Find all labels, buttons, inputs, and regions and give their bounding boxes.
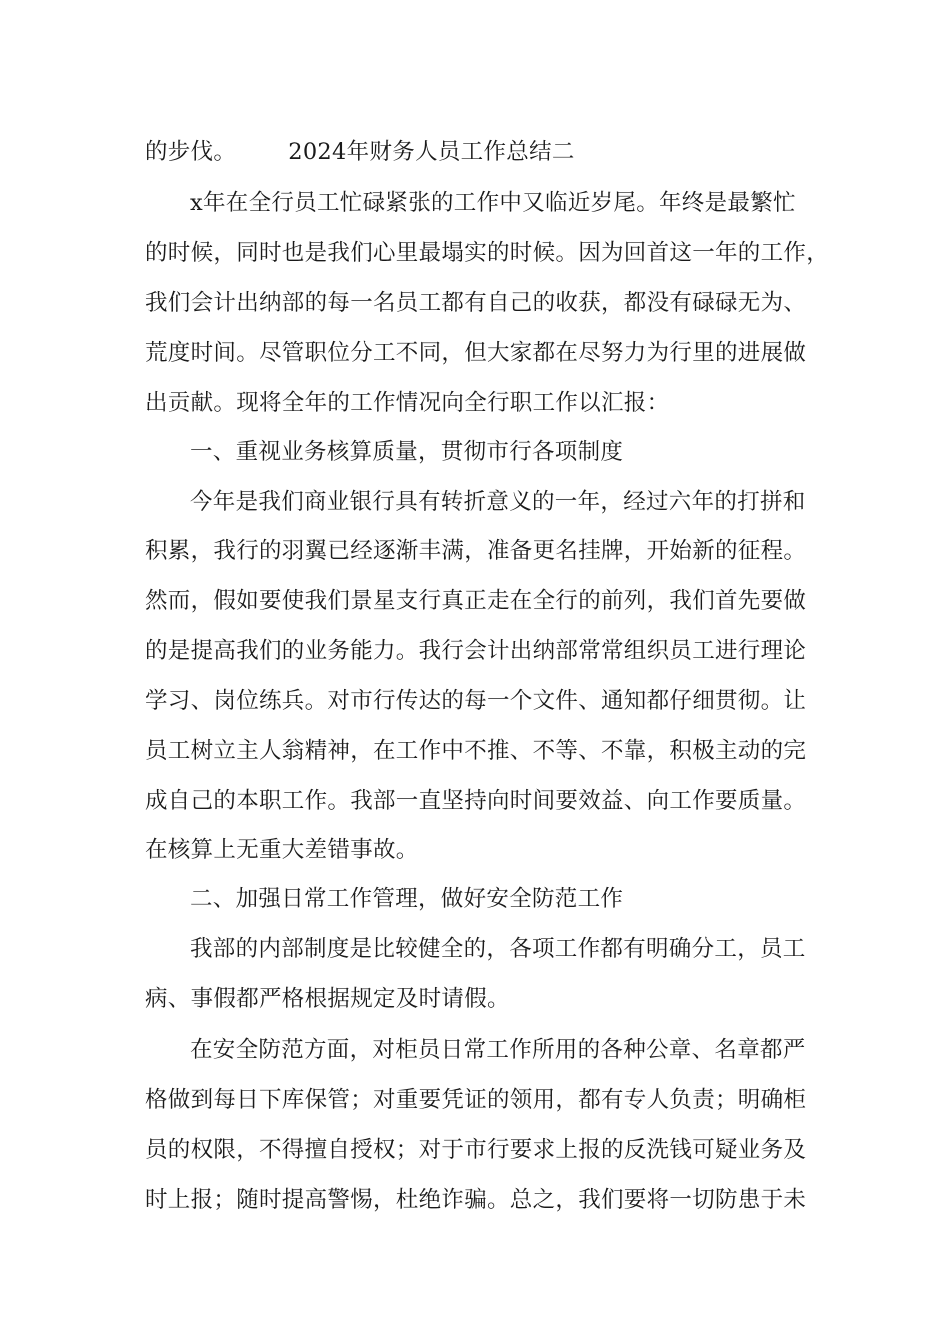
paragraph-line: x年在全行员工忙碌紧张的工作中又临近岁尾。年终是最繁忙 (190, 190, 796, 216)
paragraph-line: 我们会计出纳部的每一名员工都有自己的收获，都没有碌碌无为、 (145, 290, 807, 316)
paragraph-line: 荒度时间。尽管职位分工不同，但大家都在尽努力为行里的进展做 (145, 340, 807, 366)
paragraph-line: 病、事假都严格根据规定及时请假。 (145, 986, 510, 1012)
section-title: 2024年财务人员工作总结二 (288, 139, 575, 165)
paragraph-line: 学习、岗位练兵。对市行传达的每一个文件、通知都仔细贯彻。让 (145, 688, 807, 714)
paragraph-line: 然而，假如要使我们景星支行真正走在全行的前列，我们首先要做 (145, 588, 807, 614)
text-line-content: 的步伐。 (145, 139, 237, 165)
paragraph-line: 时上报；随时提高警惕，杜绝诈骗。总之，我们要将一切防患于未 (145, 1187, 807, 1213)
paragraph-line: 在核算上无重大差错事故。 (145, 837, 419, 863)
paragraph-line: 我部的内部制度是比较健全的，各项工作都有明确分工，员工 (190, 936, 806, 962)
paragraph-line: 的时候，同时也是我们心里最塌实的时候。因为回首这一年的工作， (145, 240, 830, 266)
paragraph-line: 积累，我行的羽翼已经逐渐丰满，准备更名挂牌，开始新的征程。 (145, 538, 807, 564)
section-heading: 二、加强日常工作管理，做好安全防范工作 (190, 886, 624, 912)
paragraph-line: 出贡献。现将全年的工作情况向全行职工作以汇报： (145, 390, 670, 416)
paragraph-line: 在安全防范方面，对柜员日常工作所用的各种公章、名章都严 (190, 1037, 806, 1063)
paragraph-line: 员的权限，不得擅自授权；对于市行要求上报的反洗钱可疑业务及 (145, 1137, 807, 1163)
paragraph-line: 今年是我们商业银行具有转折意义的一年，经过六年的打拼和 (190, 489, 806, 515)
paragraph-line: 员工树立主人翁精神，在工作中不推、不等、不靠，积极主动的完 (145, 738, 807, 764)
paragraph-line: 的是提高我们的业务能力。我行会计出纳部常常组织员工进行理论 (145, 638, 807, 664)
text-line (145, 137, 575, 167)
paragraph-line: 成自己的本职工作。我部一直坚持向时间要效益、向工作要质量。 (145, 788, 807, 814)
paragraph-line: 格做到每日下库保管；对重要凭证的领用，都有专人负责；明确柜 (145, 1087, 807, 1113)
section-heading: 一、重视业务核算质量，贯彻市行各项制度 (190, 439, 624, 465)
